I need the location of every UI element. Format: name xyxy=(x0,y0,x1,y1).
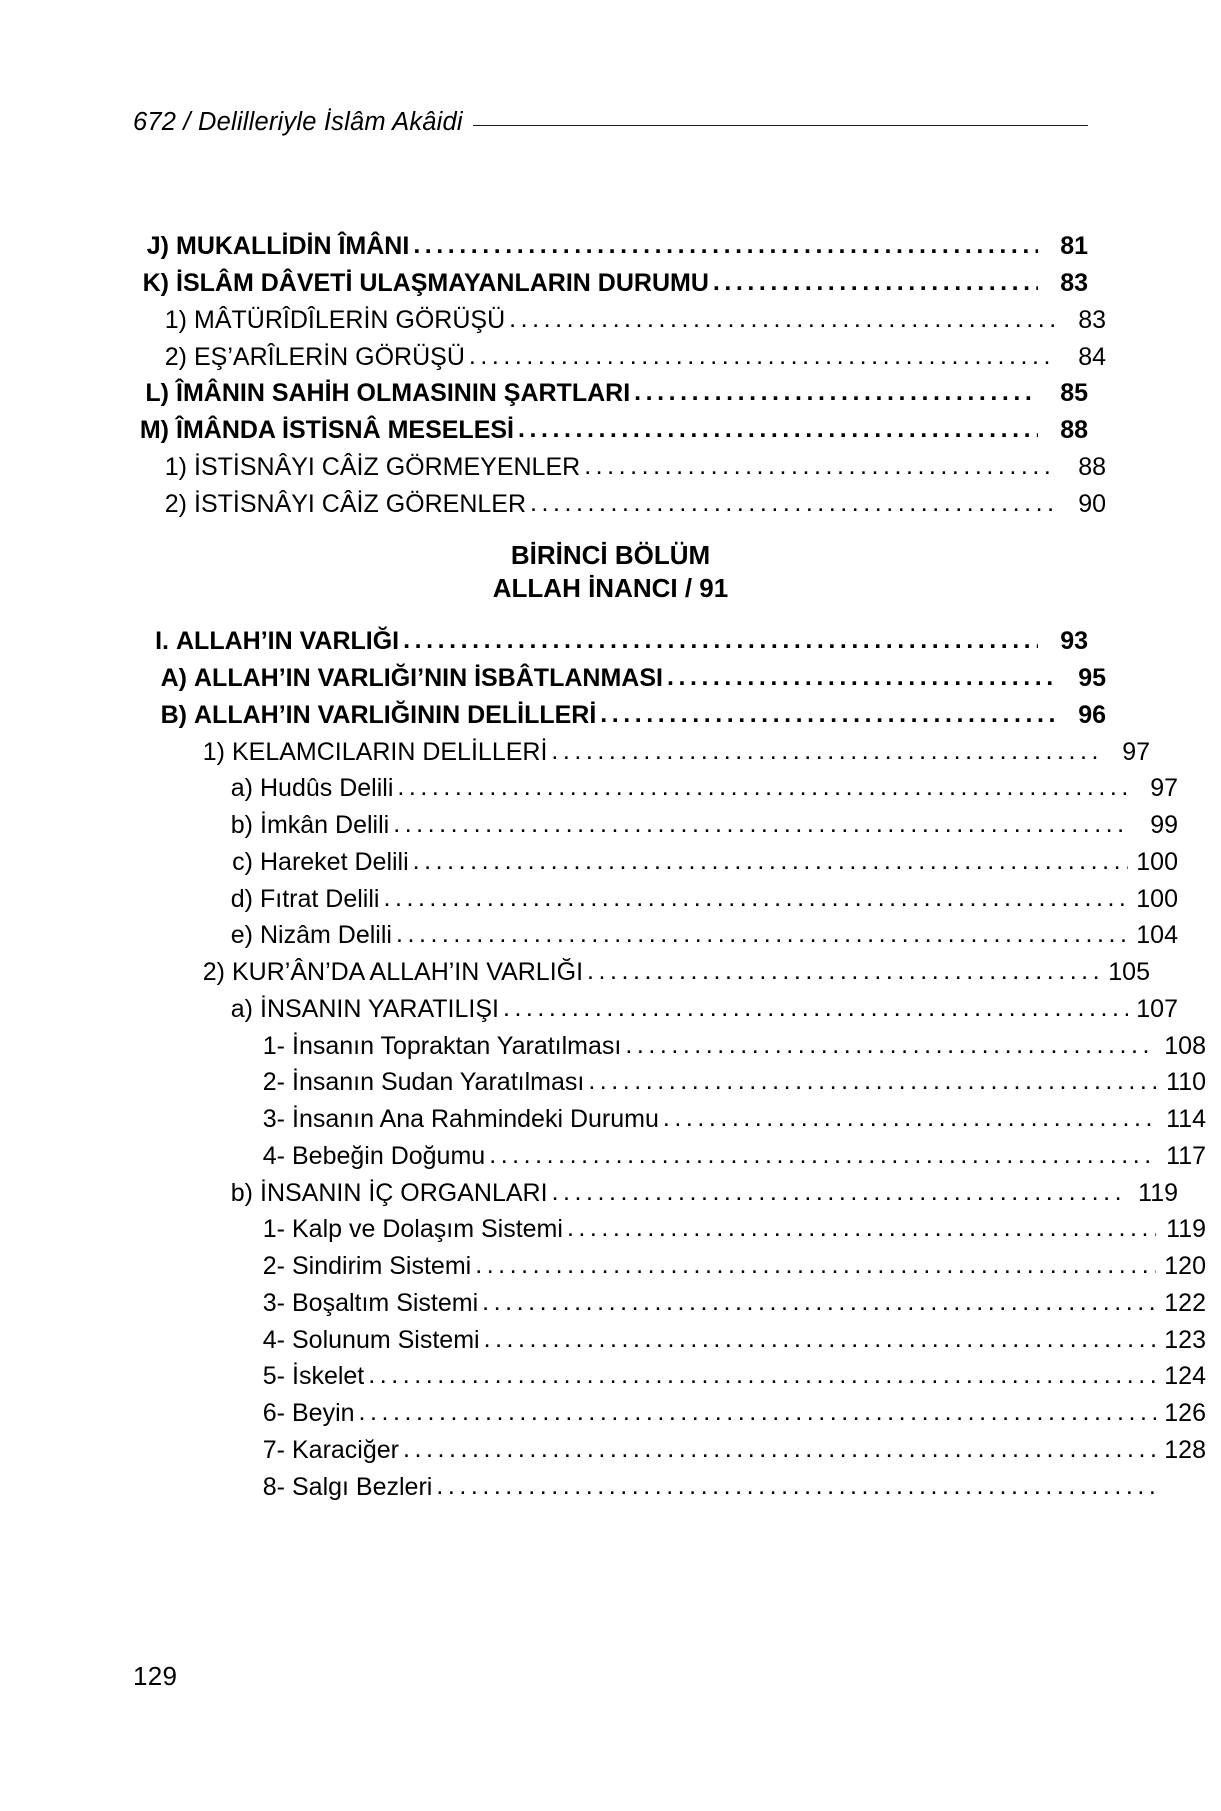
toc-dot-leader xyxy=(584,453,1056,479)
toc-dot-leader xyxy=(552,1178,1128,1204)
toc-entry-page-number: 108 xyxy=(1164,1031,1206,1060)
toc-entry-marker: 2) xyxy=(202,958,225,987)
toc-entry-label: İnsanın Ana Rahmindeki Durumu xyxy=(292,1105,659,1134)
toc-dot-leader xyxy=(587,958,1100,984)
toc-entry-marker: I. xyxy=(155,627,169,656)
toc-entry-label: Karaciğer xyxy=(292,1435,399,1464)
toc-entry-page-number: 81 xyxy=(1060,232,1088,261)
toc-entry-label: Solunum Sistemi xyxy=(292,1325,480,1354)
header-rule xyxy=(473,125,1088,126)
toc-entry-page-number: 126 xyxy=(1164,1399,1206,1428)
toc-entry xyxy=(133,995,1178,1022)
toc-entry-marker: 1) xyxy=(202,737,225,766)
toc-dot-leader xyxy=(393,811,1128,837)
toc-entry xyxy=(133,453,1106,480)
toc-entry-label: İnsanın Sudan Yaratılması xyxy=(292,1068,585,1097)
chapter-heading-line2: ALLAH İNANCI / 91 xyxy=(492,572,729,603)
toc-entry xyxy=(133,958,1150,985)
toc-entry-page-number: 93 xyxy=(1060,627,1088,656)
running-header xyxy=(133,108,1088,137)
toc-entry-label: ALLAH’IN VARLIĞI’NIN İSBÂTLANMASI xyxy=(194,664,663,693)
toc-entry-page-number: 107 xyxy=(1136,994,1178,1023)
toc-dot-leader xyxy=(509,306,1056,332)
toc-dot-leader xyxy=(503,995,1128,1021)
toc-entry-marker: 6- xyxy=(262,1399,285,1428)
toc-entry xyxy=(133,1325,1206,1352)
toc-entry-label: İNSANIN İÇ ORGANLARI xyxy=(260,1178,548,1207)
toc-entry-page-number: 90 xyxy=(1078,489,1106,518)
toc-dot-leader xyxy=(489,1142,1156,1168)
toc-entry-page-number: 119 xyxy=(1138,1178,1178,1207)
toc-entry xyxy=(133,416,1088,443)
toc-entry-marker: 1- xyxy=(262,1215,285,1244)
toc-dot-leader xyxy=(567,1215,1156,1241)
toc-entry-page-number: 83 xyxy=(1078,305,1106,334)
toc-dot-leader xyxy=(396,921,1128,947)
toc-entry xyxy=(133,921,1178,948)
toc-entry-marker: 2) xyxy=(164,489,187,518)
toc-entry-page-number: 88 xyxy=(1078,452,1106,481)
toc-dot-leader xyxy=(475,1252,1156,1278)
toc-entry-page-number: 104 xyxy=(1136,921,1178,950)
toc-entry-label: İSTİSNÂYI CÂİZ GÖRMEYENLER xyxy=(194,452,581,481)
toc-entry xyxy=(133,627,1088,654)
toc-entry-marker: K) xyxy=(142,269,169,297)
toc-entry xyxy=(133,232,1088,259)
toc-entry xyxy=(133,489,1106,516)
toc-entry-marker: c) xyxy=(232,847,253,876)
toc-entry-label: Kalp ve Dolaşım Sistemi xyxy=(292,1215,563,1244)
toc-entry xyxy=(133,1362,1206,1389)
toc-entry-marker: 5- xyxy=(262,1362,285,1391)
toc-entry-label: Salgı Bezleri xyxy=(292,1472,433,1501)
toc-entry-label: Sindirim Sistemi xyxy=(292,1252,472,1281)
toc-entry-page-number: 95 xyxy=(1078,664,1106,693)
toc-entry-label: İSLÂM DÂVETİ ULAŞMAYANLARIN DURUMU xyxy=(176,269,709,297)
toc-entry-marker: 8- xyxy=(262,1472,285,1501)
toc-group-before-chapter xyxy=(133,232,1106,518)
toc-entry xyxy=(133,1031,1206,1058)
toc-entry-marker: M) xyxy=(139,416,169,444)
table-of-contents xyxy=(133,232,1206,1509)
toc-entry-page-number: 128 xyxy=(1164,1435,1206,1464)
toc-entry-marker: 7- xyxy=(262,1435,285,1464)
toc-dot-leader xyxy=(368,1362,1156,1388)
toc-entry xyxy=(133,774,1178,801)
toc-entry-page-number: 119 xyxy=(1166,1215,1206,1244)
toc-entry-page-number: 122 xyxy=(1164,1288,1206,1317)
toc-entry-marker: A) xyxy=(160,664,187,693)
toc-entry xyxy=(133,811,1178,838)
toc-entry-label: ALLAH’IN VARLIĞI xyxy=(176,627,400,656)
toc-entry-page-number: 123 xyxy=(1164,1325,1206,1354)
toc-entry-page-number: 85 xyxy=(1060,379,1088,408)
chapter-heading xyxy=(133,539,1088,606)
toc-entry-label: MUKALLİDİN ÎMÂNI xyxy=(176,232,410,261)
toc-entry xyxy=(133,737,1150,764)
toc-dot-leader xyxy=(403,1436,1156,1462)
toc-entry-page-number: 100 xyxy=(1136,847,1178,876)
running-header-text: 672 / Delilleriyle İslâm Akâidi xyxy=(133,108,463,136)
toc-entry-marker: 1) xyxy=(164,305,187,334)
toc-entry-page-number: 100 xyxy=(1136,884,1178,913)
toc-dot-leader xyxy=(359,1399,1156,1425)
toc-dot-leader xyxy=(600,701,1056,727)
toc-entry-label: Bebeğin Doğumu xyxy=(292,1141,486,1170)
toc-entry-marker: 4- xyxy=(262,1325,285,1354)
toc-entry xyxy=(133,1215,1206,1242)
toc-entry-marker: a) xyxy=(230,774,253,803)
toc-entry-page-number: 105 xyxy=(1108,958,1150,987)
toc-entry xyxy=(133,884,1178,911)
toc-dot-leader xyxy=(530,489,1056,515)
toc-entry-marker: e) xyxy=(230,921,253,950)
toc-entry-marker: a) xyxy=(230,994,253,1023)
toc-entry xyxy=(133,1399,1206,1426)
toc-entry-page-number: 97 xyxy=(1150,774,1178,803)
toc-entry-label: Boşaltım Sistemi xyxy=(292,1288,479,1317)
toc-entry-marker: 1- xyxy=(262,1031,285,1060)
toc-dot-leader xyxy=(436,1472,1156,1498)
toc-dot-leader xyxy=(413,848,1128,874)
toc-entry xyxy=(133,1252,1206,1279)
toc-entry-label: ÎMÂNIN SAHİH OLMASININ ŞARTLARI xyxy=(176,379,631,408)
toc-entry-page-number: 84 xyxy=(1078,342,1106,371)
toc-dot-leader xyxy=(625,1031,1156,1057)
toc-entry-page-number: 110 xyxy=(1166,1068,1206,1097)
toc-entry-marker: b) xyxy=(230,1178,253,1207)
toc-dot-leader xyxy=(634,379,1038,405)
toc-dot-leader xyxy=(713,269,1038,295)
toc-entry-marker: 2) xyxy=(164,342,187,371)
toc-entry xyxy=(133,1472,1206,1499)
toc-entry-label: İmkân Delili xyxy=(260,811,390,840)
toc-entry xyxy=(133,1436,1206,1463)
toc-entry xyxy=(133,1142,1206,1169)
folio-page-number: 129 xyxy=(133,1661,178,1691)
toc-dot-leader xyxy=(482,1289,1156,1315)
toc-dot-leader xyxy=(403,627,1038,653)
toc-dot-leader xyxy=(551,737,1100,763)
toc-dot-leader xyxy=(518,416,1038,442)
toc-entry-label: Hareket Delili xyxy=(260,847,409,876)
toc-dot-leader xyxy=(667,664,1056,690)
toc-entry-label: İskelet xyxy=(292,1362,365,1391)
toc-entry xyxy=(133,1178,1178,1205)
toc-entry-page-number: 96 xyxy=(1078,700,1106,729)
toc-dot-leader xyxy=(588,1068,1156,1094)
toc-entry-page-number: 117 xyxy=(1166,1141,1206,1170)
toc-entry xyxy=(133,342,1106,369)
chapter-heading-line1: BİRİNCİ BÖLÜM xyxy=(510,539,711,570)
toc-entry xyxy=(133,379,1088,406)
toc-dot-leader xyxy=(383,884,1128,910)
toc-entry-label: İnsanın Topraktan Yaratılması xyxy=(292,1031,622,1060)
toc-entry-page-number: 83 xyxy=(1060,269,1088,297)
toc-entry-marker: 2- xyxy=(262,1252,285,1281)
toc-entry-page-number: 97 xyxy=(1122,737,1150,766)
toc-entry-page-number: 120 xyxy=(1164,1252,1206,1281)
toc-dot-leader xyxy=(413,232,1038,258)
toc-entry-label: MÂTÜRÎDÎLERİN GÖRÜŞÜ xyxy=(194,305,506,334)
toc-entry-marker: L) xyxy=(145,379,169,408)
toc-entry-label: Fıtrat Delili xyxy=(260,884,380,913)
toc-entry-marker: 3- xyxy=(262,1288,285,1317)
toc-entry-label: EŞ’ARÎLERİN GÖRÜŞÜ xyxy=(194,342,465,371)
toc-entry-label: ÎMÂNDA İSTİSNÂ MESELESİ xyxy=(176,416,514,444)
toc-entry-label: Nizâm Delili xyxy=(260,921,392,950)
toc-entry xyxy=(133,1068,1206,1095)
toc-entry-marker: 2- xyxy=(262,1068,285,1097)
toc-entry-label: Hudûs Delili xyxy=(260,774,394,803)
toc-entry-label: ALLAH’IN VARLIĞININ DELİLLERİ xyxy=(194,700,597,729)
toc-entry xyxy=(133,1105,1206,1132)
toc-entry-label: İNSANIN YARATILIŞI xyxy=(260,994,499,1023)
toc-dot-leader xyxy=(469,342,1056,368)
toc-entry-marker: 1) xyxy=(164,452,187,481)
toc-entry xyxy=(133,701,1106,728)
toc-entry-page-number: 114 xyxy=(1166,1105,1206,1134)
toc-dot-leader xyxy=(484,1325,1156,1351)
toc-entry xyxy=(133,269,1088,296)
toc-dot-leader xyxy=(663,1105,1156,1131)
toc-entry-marker: J) xyxy=(146,232,169,261)
toc-entry xyxy=(133,664,1106,691)
toc-entry-marker: d) xyxy=(230,884,253,913)
toc-entry xyxy=(133,848,1178,875)
toc-entry-page-number: 124 xyxy=(1164,1362,1206,1391)
toc-entry-marker: b) xyxy=(230,811,253,840)
toc-entry-label: İSTİSNÂYI CÂİZ GÖRENLER xyxy=(194,489,527,518)
toc-entry xyxy=(133,306,1106,333)
toc-entry-marker: 3- xyxy=(262,1105,285,1134)
toc-dot-leader xyxy=(397,774,1128,800)
toc-entry-label: KELAMCILARIN DELİLLERİ xyxy=(232,737,548,766)
toc-entry-label: KUR’ÂN’DA ALLAH’IN VARLIĞI xyxy=(232,958,584,987)
toc-entry-page-number: 99 xyxy=(1150,811,1178,840)
toc-group-after-chapter xyxy=(133,627,1206,1501)
toc-entry-page-number: 88 xyxy=(1060,416,1088,444)
toc-entry-marker: 4- xyxy=(262,1141,285,1170)
toc-entry-label: Beyin xyxy=(292,1399,355,1428)
toc-entry xyxy=(133,1289,1206,1316)
toc-entry-marker: B) xyxy=(160,700,187,729)
